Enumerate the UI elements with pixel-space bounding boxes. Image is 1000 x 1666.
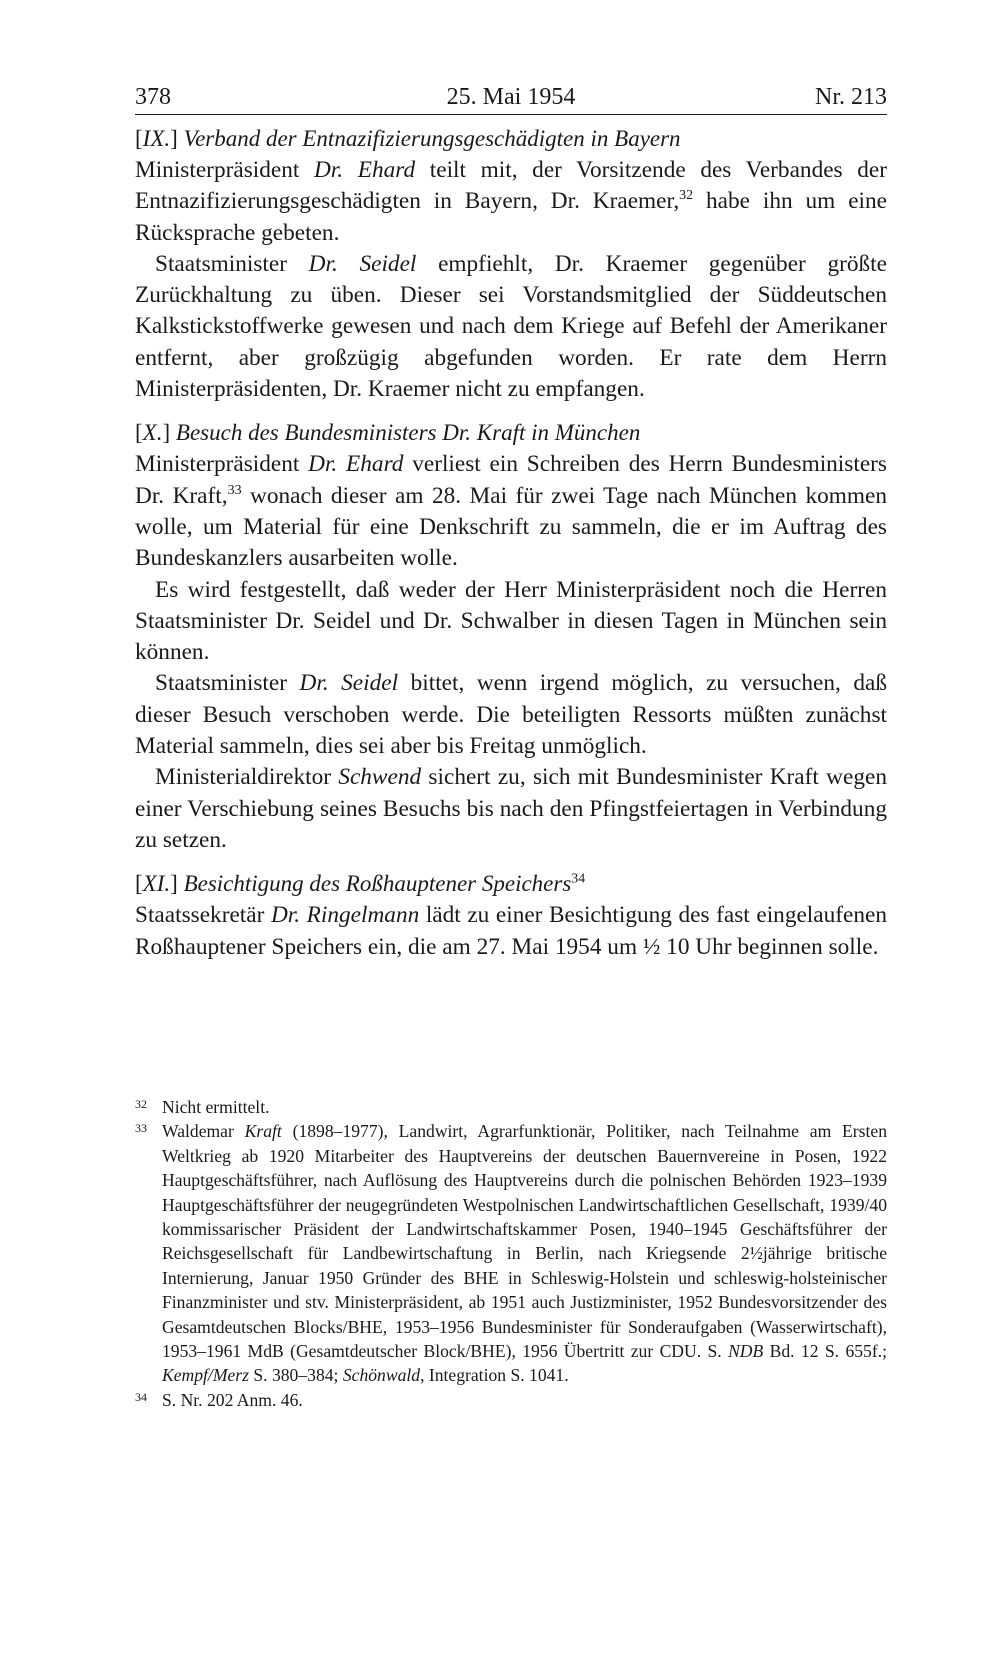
reference: Kempf/Merz — [162, 1365, 249, 1386]
footnote-32: 32 Nicht ermittelt. — [135, 1095, 887, 1119]
paragraph: Ministerpräsident Dr. Ehard verliest ein Schreiben des Herrn Bundesministers Dr. Kraft,$^{33}$ wonach dieser am 28. Mai für zwei Tage nach München kommen wolle, um Material für eine Denkschrift zu sammeln, die er im Auftrag des Bundeskanzlers ausarbeiten wolle. — [135, 451, 887, 572]
running-header — [135, 80, 887, 114]
footnote-number: 32 — [135, 1097, 147, 1111]
paragraph: Staatssekretär Dr. Ringelmann lädt zu einer Besichtigung des fast eingelaufenen Roßhauptener Speichers ein, die am 27. Mai 1954 um ½ 10 Uhr beginnen solle. — [135, 902, 887, 960]
paragraph: Ministerialdirektor Schwend sichert zu, sich mit Bundesminister Kraft wegen einer Verschiebung seines Besuchs bis nach den Pfingstfeiertagen in Verbindung zu setzen. — [135, 764, 887, 853]
header-rule — [135, 114, 887, 115]
footnote-33: 33 Waldemar Kraft (1898–1977), Landwirt, Agrarfunktionär, Politiker, nach Teilnahme am Ersten Weltkrieg ab 1920 Mitarbeiter des Hauptvereins der deutschen Bauernvereine in Posen, 1922 Hauptgeschäftsführer, nach Auflösung des Hauptvereins durch die polnischen Behörden 1923–1939 Hauptgeschäftsführer der neugegründeten Westpolnischen Landwirtschaftlichen Gesellschaft, 1939/40 kommissarischer Präsident der Landwirtschaftskammer Posen, 1940–1945 Geschäftsführer der Reichsgesellschaft für Landbewirtschaftung in Berlin, nach Kriegsende 2½jährige britische Internierung, Januar 1950 Gründer des BHE in Schleswig-Holstein und schleswig-holsteinischer Finanzminister und stv. Ministerpräsident, ab 1951 auch Justizminister, 1952 Bundesvorsitzender des Gesamtdeutschen Blocks/BHE, 1953–1956 Bundesminister für Sonderaufgaben (Wasserwirtschaft), 1953–1961 MdB (Gesamtdeutscher Block/BHE), 1956 Übertritt zur CDU. S. NDB Bd. 12 S. 655f.; Kempf/Merz S. 380–384; Schönwald, Integration S. 1041. — [135, 1119, 887, 1387]
person-name: Kraft — [244, 1121, 282, 1142]
page-number: 378 — [135, 84, 171, 110]
section-title: Besuch des Bundesministers Dr. Kraft in München — [175, 420, 641, 446]
section-heading: [IX.] Verband der Entnazifizierungsgeschädigten in Bayern — [135, 126, 681, 151]
footnote-ref: 33 — [227, 482, 242, 498]
footnote-number: 34 — [135, 1389, 147, 1404]
paragraph: Staatsminister Dr. Seidel bittet, wenn irgend möglich, zu versuchen, daß dieser Besuch verschoben werde. Die beteiligten Ressorts müßten zunächst Material sammeln, dies sei aber bis Freitag unmöglich. — [135, 670, 887, 760]
section-number: X. — [142, 420, 163, 446]
page — [135, 80, 887, 963]
section-number: XI. — [142, 871, 171, 897]
reference: Schönwald — [342, 1365, 421, 1386]
footnotes — [135, 1095, 887, 1412]
paragraph: Es wird festgestellt, daß weder der Herr Ministerpräsident noch die Herren Staatsminister Dr. Seidel und Dr. Schwalber in diesen Tagen in München sein können. — [135, 576, 887, 666]
section-xi — [135, 868, 887, 963]
document-number: Nr. 213 — [815, 84, 887, 110]
section-x — [135, 417, 887, 856]
section-title: Besichtigung des Roßhauptener Speichers — [183, 871, 572, 897]
footnote-number: 33 — [135, 1121, 147, 1136]
footnote-ref: 34 — [571, 870, 586, 886]
section-title: Verband der Entnazifizierungsgeschädigten in Bayern — [183, 126, 681, 151]
section-ix — [135, 123, 887, 405]
section-heading: [X.] Besuch des Bundesministers Dr. Kraft in München — [135, 420, 641, 446]
speaker-name: Dr. Ringelmann — [270, 902, 420, 929]
header-date: 25. Mai 1954 — [446, 84, 576, 110]
paragraph: Staatsminister Dr. Seidel empfiehlt, Dr. Kraemer gegenüber größte Zurückhaltung zu üben. Dieser sei Vorstandsmitglied der Süddeutschen Kalkstickstoffwerke gewesen und nach dem Kriege auf Befehl der Amerikaner entfernt, aber großzügig abgefunden worden. Er rate dem Herrn Ministerpräsidenten, Dr. Kraemer nicht zu empfangen. — [135, 250, 887, 403]
section-number: IX. — [142, 126, 171, 151]
speaker-name: Dr. Seidel — [299, 670, 399, 697]
speaker-name: Schwend — [338, 764, 422, 791]
speaker-name: Dr. Seidel — [308, 250, 417, 277]
reference: NDB — [728, 1341, 764, 1362]
footnote-ref: 32 — [679, 188, 694, 204]
speaker-name: Dr. Ehard — [308, 451, 404, 478]
paragraph: Ministerpräsident Dr. Ehard teilt mit, der Vorsitzende des Verbandes der Entnazifizierungsgeschädigten in Bayern, Dr. Kraemer,$^{32}$ habe ihn um eine Rücksprache gebeten. — [135, 157, 888, 246]
footnote-34: 34 S. Nr. 202 Anm. 46. — [135, 1388, 887, 1412]
section-heading: [XI.] Besichtigung des Roßhauptener Speichers$^{34}$ — [135, 870, 586, 897]
speaker-name: Dr. Ehard — [313, 157, 416, 183]
